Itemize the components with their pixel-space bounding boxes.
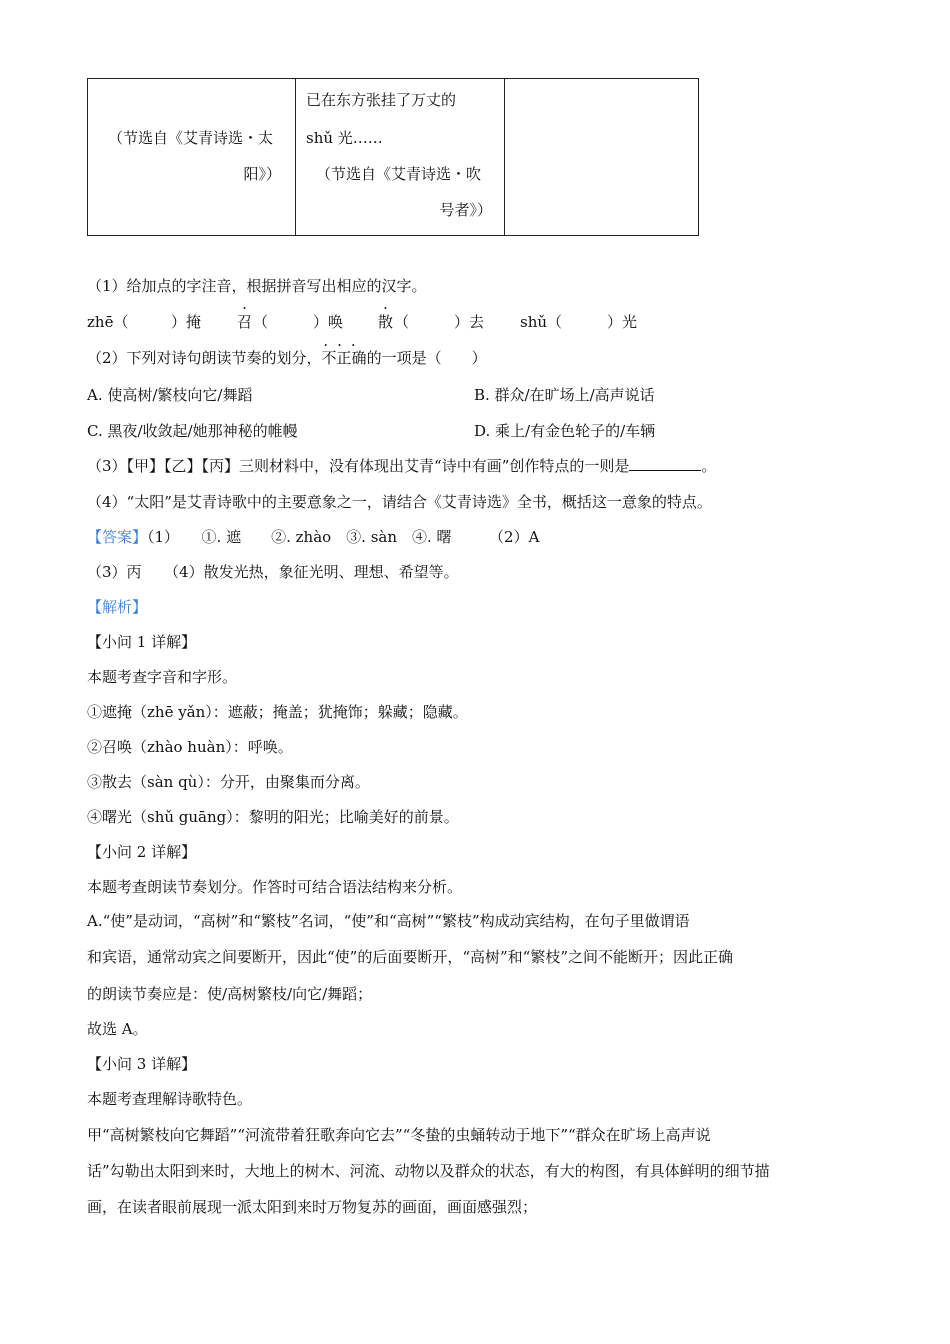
answer-label: 【答案】 <box>87 528 148 546</box>
table-cell-yi <box>296 79 505 235</box>
answer-line-1 <box>87 526 539 547</box>
cell-text: 号者》） <box>439 201 492 219</box>
item-shu-tail: ）光 <box>607 313 638 331</box>
analysis-line: ③散去（sàn qù）：分开，由聚集而分离。 <box>87 773 370 791</box>
q2-title-pre: （2）下列对诗句朗读节奏的划分， <box>87 349 322 367</box>
cell-text: shǔ 光…… <box>306 129 383 147</box>
analysis-line: ②召唤（zhào huàn）：呼唤。 <box>87 738 293 756</box>
analysis-line: 话”勾勒出太阳到来时，大地上的树木、河流、动物以及群众的状态，有大的构图，有具体鲜明的细节描 <box>87 1162 770 1180</box>
answer-text-1: （1） ①. 遮 ②. zhào ③. sàn ④. 曙 （2）A <box>147 528 540 546</box>
question-1-title: （1）给加点的字注音，根据拼音写出相应的汉字。 <box>87 277 427 295</box>
item-san-char: · 散 <box>378 311 393 332</box>
question-2-title <box>87 336 487 368</box>
item-zhao-char: · 召 <box>237 311 252 332</box>
option-a: A. 使高树/繁枝向它/舞蹈 <box>87 386 253 404</box>
answer-line-2: （3）丙 （4）散发光热，象征光明、理想、希望等。 <box>87 563 459 581</box>
analysis-line: 本题考查字音和字形。 <box>87 668 238 686</box>
q2-title-post: 的一项是（ ） <box>366 349 487 367</box>
analysis-line: 本题考查朗读节奏划分。作答时可结合语法结构来分析。 <box>87 878 463 896</box>
table-cell-bing <box>505 79 698 235</box>
analysis-line: ①遮掩（zhē yǎn）：遮蔽；掩盖；犹掩饰；躲藏；隐藏。 <box>87 703 468 721</box>
analysis-line: A.“使”是动词，“高树”和“繁枝”名词，“使”和“高树”“繁枝”构成动宾结构，在句子里做谓语 <box>87 912 690 930</box>
item-zhe-tail: ）掩 <box>171 313 202 331</box>
analysis-line: 【小问 2 详解】 <box>87 843 197 861</box>
cell-text: （节选自《艾青诗选・吹 <box>316 165 482 183</box>
item-shu-pinyin: shǔ（ <box>520 313 563 331</box>
analysis-line: 本题考查理解诗歌特色。 <box>87 1090 253 1108</box>
q2-emph-text: 不正确 <box>321 349 367 367</box>
analysis-label: 【解析】 <box>87 598 148 616</box>
option-b: B. 群众/在旷场上/高声说话 <box>474 386 655 404</box>
answer-blank <box>629 456 701 471</box>
q2-title-emph <box>321 336 367 367</box>
item-zhe-pinyin: zhē（ <box>87 313 129 331</box>
analysis-line: 【小问 3 详解】 <box>87 1055 197 1073</box>
item-san-tail: （ ）去 <box>394 313 485 331</box>
cell-text: 已在东方张挂了万丈的 <box>306 91 457 109</box>
question-3 <box>87 455 716 476</box>
emphasis-dots: ··· <box>323 336 365 354</box>
analysis-line: 甲“高树繁枝向它舞蹈”“河流带着狂歌奔向它去”“冬蛰的虫蛹转动于地下”“群众在旷场上高声说 <box>87 1126 711 1144</box>
analysis-line: ④曙光（shǔ guāng）：黎明的阳光；比喻美好的前景。 <box>87 808 459 826</box>
option-c: C. 黑夜/收敛起/她那神秘的帷幔 <box>87 422 298 440</box>
question-3-text: （3）【甲】【乙】【丙】三则材料中，没有体现出艾青“诗中有画”创作特点的一则是 <box>87 457 630 475</box>
option-d: D. 乘上/有金色轮子的/车辆 <box>474 422 656 440</box>
excerpt-table <box>87 78 699 236</box>
cell-text: 阳》） <box>243 165 281 183</box>
question-4: （4）“太阳”是艾青诗歌中的主要意象之一，请结合《艾青诗选》全书，概括这一意象的特点。 <box>87 493 712 511</box>
analysis-line: 【小问 1 详解】 <box>87 633 197 651</box>
analysis-line: 和宾语，通常动宾之间要断开，因此“使”的后面要断开，“高树”和“繁枝”之间不能断开；因此正确 <box>87 948 734 966</box>
analysis-line: 的朗读节奏应是：使/高树繁枝/向它/舞蹈； <box>87 985 373 1003</box>
question-3-end: 。 <box>701 457 717 475</box>
item-zhao-tail: （ ）唤 <box>253 313 344 331</box>
cell-text: （节选自《艾青诗选・太 <box>108 129 274 147</box>
analysis-line: 故选 A。 <box>87 1020 148 1038</box>
analysis-line: 画，在读者眼前展现一派太阳到来时万物复苏的画面，画面感强烈； <box>87 1198 538 1216</box>
table-cell-jia <box>88 79 296 235</box>
